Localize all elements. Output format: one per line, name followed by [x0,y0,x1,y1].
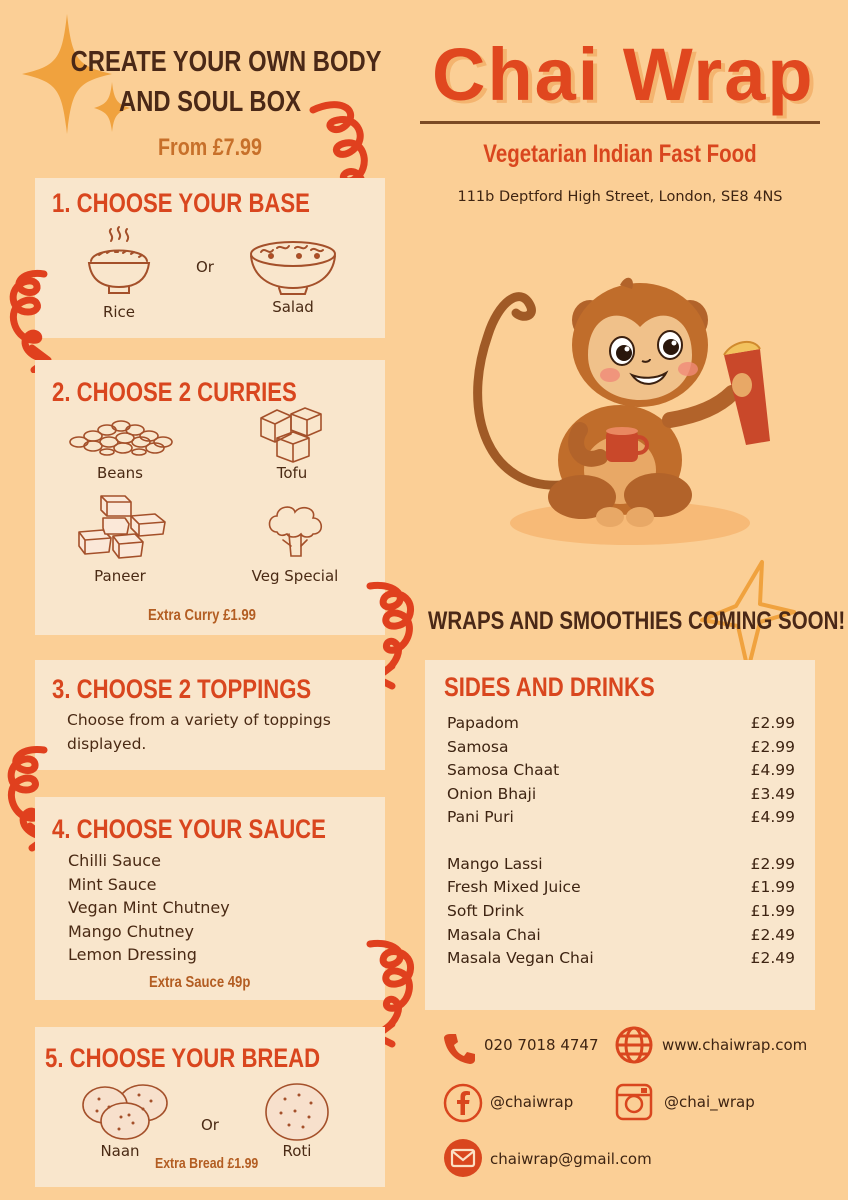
menu-row [447,714,795,732]
extra-sauce: Extra Sauce 49p [149,974,251,991]
menu-item-price: £2.49 [750,949,795,967]
broccoli-icon [263,502,327,562]
brand-tagline: Vegetarian Indian Fast Food [483,140,757,168]
sauce-item: Vegan Mint Chutney [68,898,230,918]
base-or-text: Or [196,258,214,276]
sauce-item: Lemon Dressing [68,945,197,965]
menu-item-name: Masala Vegan Chai [447,949,594,967]
contact-email[interactable]: chaiwrap@gmail.com [490,1150,652,1168]
curry-tofu: Tofu [276,464,308,482]
globe-icon [614,1025,654,1065]
menu-item-price: £2.99 [750,714,795,732]
sauce-item: Mint Sauce [68,874,157,894]
menu-row [447,808,795,826]
menu-item-price: £3.49 [750,785,795,803]
menu-item-name: Onion Bhaji [447,785,537,803]
menu-row [447,902,795,920]
swirl-arrow-icon [4,268,64,373]
step-toppings-card [35,660,385,770]
price-from: From £7.99 [158,134,262,161]
menu-item-price: £2.99 [750,738,795,756]
menu-item-name: Mango Lassi [447,855,543,873]
toppings-text-line-1: Choose from a variety of toppings [67,711,331,729]
extra-bread: Extra Bread £1.99 [155,1155,259,1172]
salad-bowl-icon [247,236,339,296]
contact-facebook[interactable]: @chaiwrap [490,1093,574,1111]
sauce-item: Mango Chutney [68,921,194,941]
menu-item-price: £1.99 [750,902,795,920]
roti-icon [263,1081,331,1143]
step-toppings-title: 3. CHOOSE 2 TOPPINGS [52,674,312,704]
menu-item-name: Samosa [447,738,509,756]
menu-item-name: Fresh Mixed Juice [447,878,581,896]
monkey-mascot [470,255,790,555]
contact-website[interactable]: www.chaiwrap.com [662,1036,808,1054]
step-base-card [35,178,385,338]
extra-curry: Extra Curry £1.99 [148,607,256,624]
brand-divider [420,121,820,124]
brand-address: 111b Deptford High Street, London, SE8 4NS [457,189,783,205]
menu-row [447,738,795,756]
title-line-1: CREATE YOUR OWN BODY [70,46,382,78]
bread-or-text: Or [201,1116,219,1134]
contact-phone[interactable]: 020 7018 4747 [484,1036,599,1054]
step-base-title: 1. CHOOSE YOUR BASE [52,188,310,218]
step-curries-card [35,360,385,635]
sauce-item: Chilli Sauce [68,851,161,870]
step-bread-card [35,1027,385,1187]
instagram-icon [614,1082,654,1122]
bread-option-naan: Naan [100,1142,140,1160]
rice-bowl-icon [85,223,153,298]
facebook-icon [443,1083,483,1123]
menu-title: SIDES AND DRINKS [444,672,655,702]
brand-logo: Chai Wrap [432,33,815,116]
menu-item-name: Masala Chai [447,926,541,944]
email-icon [443,1138,483,1178]
menu-item-price: £2.99 [750,855,795,873]
title-line-2: AND SOUL BOX [119,86,301,118]
sauce-list [68,849,230,967]
step-curries-title: 2. CHOOSE 2 CURRIES [52,377,297,407]
menu-item-name: Papadom [447,714,519,732]
menu-row [447,761,795,779]
menu-row [447,785,795,803]
step-sauce-title: 4. CHOOSE YOUR SAUCE [52,814,326,844]
base-option-salad: Salad [272,298,314,316]
menu-item-price: £1.99 [750,878,795,896]
contact-instagram[interactable]: @chai_wrap [664,1093,755,1111]
phone-icon [442,1030,478,1066]
menu-item-name: Soft Drink [447,902,524,920]
menu-row [447,855,795,873]
coming-soon-banner: WRAPS AND SMOOTHIES COMING SOON! [428,607,846,635]
beans-icon [65,416,177,456]
step-bread-title: 5. CHOOSE YOUR BREAD [45,1043,321,1073]
menu-item-price: £4.99 [750,761,795,779]
menu-item-price: £4.99 [750,808,795,826]
curry-veg-special: Veg Special [251,567,339,585]
base-option-rice: Rice [102,303,136,321]
curry-beans: Beans [96,464,144,482]
menu-item-name: Samosa Chaat [447,761,560,779]
paneer-icon [75,492,171,562]
tofu-icon [257,404,327,464]
menu-item-name: Pani Puri [447,808,514,826]
toppings-text-line-2: displayed. [67,734,147,753]
naan-icon [81,1081,171,1143]
step-sauce-card [35,797,385,1000]
bread-option-roti: Roti [282,1142,312,1160]
menu-item-price: £2.49 [750,926,795,944]
curry-paneer: Paneer [94,567,146,585]
sides-drinks-card [425,660,815,1010]
menu-row [447,878,795,896]
toppings-description [67,709,331,756]
menu-row [447,926,795,944]
menu-row [447,949,795,967]
